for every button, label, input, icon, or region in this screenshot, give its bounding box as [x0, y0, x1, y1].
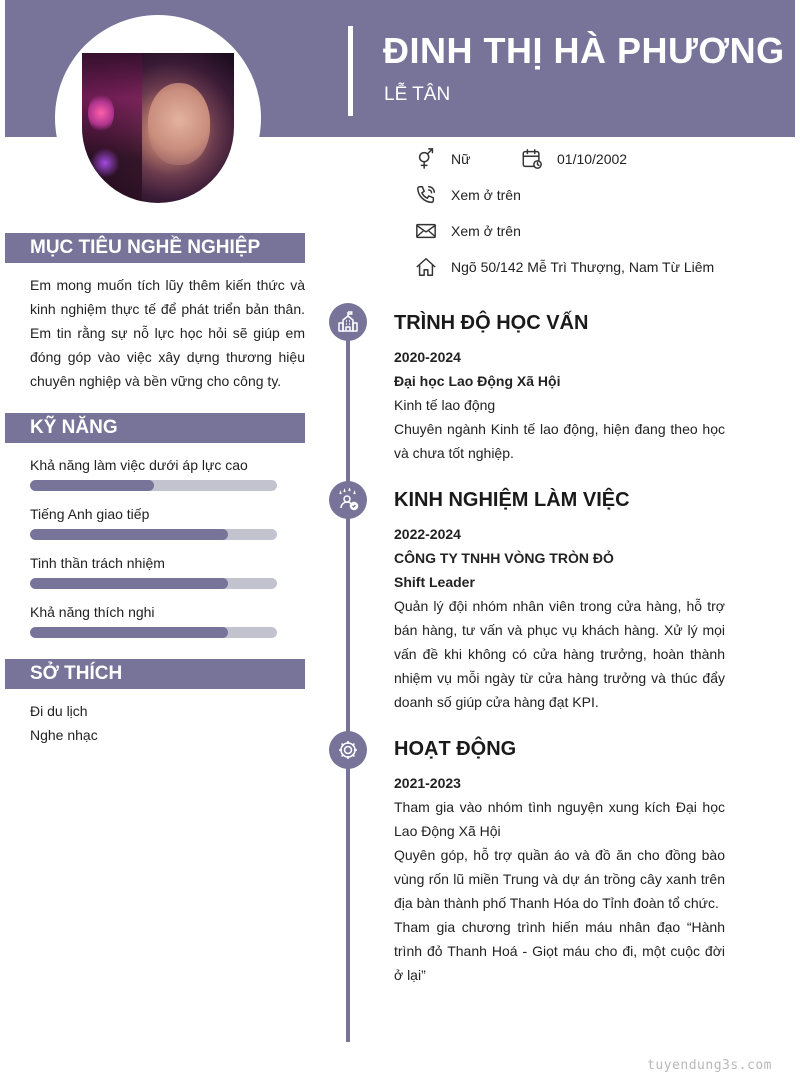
education-note: Chuyên ngành Kinh tế lao động, hiện đang theo học và chưa tốt nghiệp.	[394, 421, 725, 461]
education-heading: TRÌNH ĐỘ HỌC VẤN	[394, 312, 589, 334]
education-major: Kinh tế lao động	[394, 397, 496, 413]
skill-label: Khả năng thích nghi	[30, 604, 155, 620]
calendar-icon	[521, 148, 543, 170]
experience-description: Quản lý đội nhóm nhân viên trong cửa hàng, hỗ trợ bán hàng, tư vấn và phục vụ khách hàng. Xử lý mọi vấn đề khi không có cửa hàng trưởng, hoàn thành nhiệm vụ mỗi ngày từ cửa hàng trưởng và thúc đẩy doanh số giúp cửa hàng đạt KPI.	[394, 598, 725, 710]
gender-value: Nữ	[451, 151, 471, 167]
skill-label: Khả năng làm việc dưới áp lực cao	[30, 457, 248, 473]
birthdate-value: 01/10/2002	[557, 151, 628, 167]
skills-heading: KỸ NĂNG	[5, 413, 305, 443]
gender-icon	[415, 148, 437, 170]
skill-bar-fill	[30, 578, 228, 589]
experience-position: Shift Leader	[394, 574, 475, 590]
home-icon	[415, 256, 437, 278]
phone-icon	[415, 184, 437, 206]
gear-icon	[336, 738, 360, 762]
objective-heading: MỤC TIÊU NGHỀ NGHIỆP	[5, 233, 305, 263]
hobbies-heading: SỞ THÍCH	[5, 659, 305, 689]
header-divider	[348, 26, 353, 116]
email-value: Xem ở trên	[451, 223, 521, 239]
hobby-item: Nghe nhạc	[30, 727, 98, 743]
skill-label: Tiếng Anh giao tiếp	[30, 506, 150, 522]
watermark: tuyendung3s.com	[647, 1058, 772, 1073]
activity-item: Tham gia vào nhóm tình nguyện xung kích Đại học Lao Động Xã Hội	[394, 799, 725, 839]
gender-row	[415, 148, 470, 170]
activities-heading: HOẠT ĐỘNG	[394, 738, 517, 760]
education-badge	[329, 303, 367, 341]
objective-text: Em mong muốn tích lũy thêm kiến thức và kinh nghiệm thực tế để phát triển bản thân. Em tin rằng sự nỗ lực học hỏi sẽ giúp em đóng góp vào việc xây dựng thương hiệu chuyên nghiệp và bền vững cho công ty.	[30, 277, 305, 389]
skill-bar-fill	[30, 480, 154, 491]
activity-item: Quyên góp, hỗ trợ quần áo và đồ ăn cho đồng bào vùng rốn lũ miền Trung và dự án trồng cây xanh trên địa bàn thành phố Thanh Hóa do Tỉnh đoàn tổ chức.	[394, 847, 725, 911]
candidate-name: ĐINH THỊ HÀ PHƯƠNG	[383, 30, 785, 71]
skill-bar	[30, 529, 277, 540]
avatar	[82, 53, 234, 203]
birthdate-row	[521, 148, 627, 170]
phone-row	[415, 184, 521, 206]
skill-bar	[30, 627, 277, 638]
timeline-line	[346, 310, 350, 1042]
education-school: Đại học Lao Động Xã Hội	[394, 373, 561, 389]
education-period: 2020-2024	[394, 349, 461, 365]
mail-icon	[415, 220, 437, 242]
activities-period: 2021-2023	[394, 775, 461, 791]
experience-period: 2022-2024	[394, 526, 461, 542]
experience-company: CÔNG TY TNHH VÒNG TRÒN ĐỎ	[394, 550, 614, 566]
experience-heading: KINH NGHIỆM LÀM VIỆC	[394, 489, 630, 511]
activity-item: Tham gia chương trình hiến máu nhân đạo “Hành trình đỏ Thanh Hoá - Giọt máu cho đi, một cuộc đời ở lại”	[394, 919, 725, 983]
skill-bar-fill	[30, 627, 228, 638]
skill-label: Tinh thần trách nhiệm	[30, 555, 165, 571]
school-icon	[336, 310, 360, 334]
experience-badge	[329, 481, 367, 519]
phone-value: Xem ở trên	[451, 187, 521, 203]
email-row	[415, 220, 521, 242]
address-row	[415, 256, 714, 278]
skill-bar-fill	[30, 529, 228, 540]
team-icon	[336, 488, 360, 512]
skill-bar	[30, 480, 277, 491]
candidate-role: LỄ TÂN	[384, 84, 451, 105]
activities-badge	[329, 731, 367, 769]
address-value: Ngõ 50/142 Mễ Trì Thượng, Nam Từ Liêm	[451, 259, 715, 275]
hobby-item: Đi du lịch	[30, 703, 88, 719]
skill-bar	[30, 578, 277, 589]
